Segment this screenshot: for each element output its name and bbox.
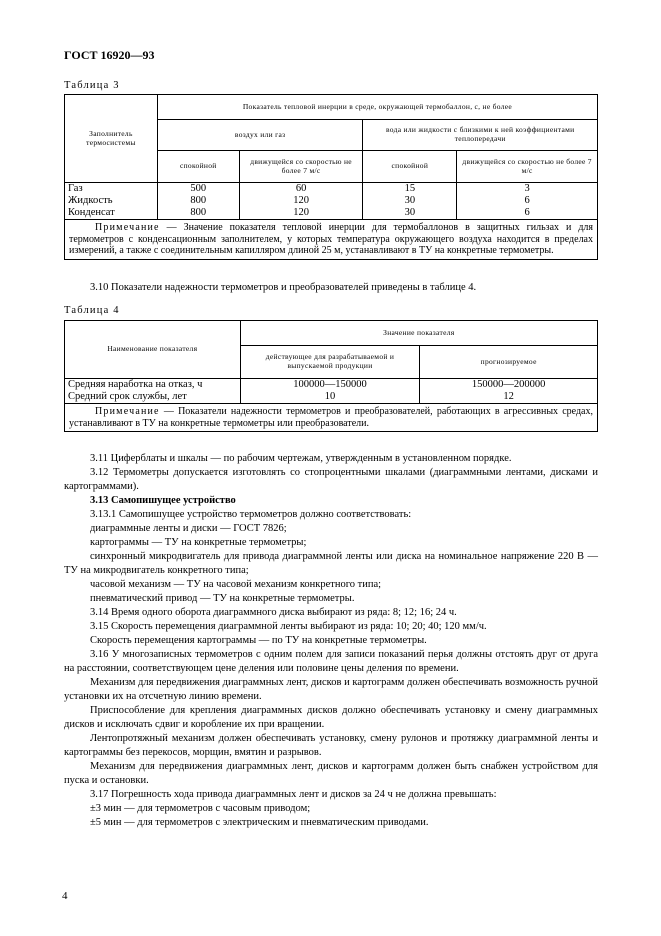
table4-col-current: действующее для разрабатываемой и выпускаемой продукции	[240, 346, 420, 379]
list-item: пневматический привод — ТУ на конкретные термометры.	[90, 593, 355, 604]
table3-cell: 30	[404, 207, 416, 219]
table3-stub-header: Заполнитель термосистемы	[65, 95, 158, 183]
table3-row-names	[65, 183, 158, 220]
list-item: диаграммные ленты и диски — ГОСТ 7826;	[90, 523, 287, 534]
table4-caption: Таблица 4	[64, 305, 120, 316]
paragraph-3-15: 3.15 Скорость перемещения диаграммной ленты выбирают из ряда: 10; 20; 40; 120 мм/ч.	[90, 621, 487, 632]
table3-cell: 3	[524, 183, 530, 194]
table4-note	[65, 404, 598, 432]
page-number: 4	[62, 890, 68, 902]
table3-col2-values	[239, 183, 363, 220]
list-item: ±3 мин — для термометров с часовым приводом;	[90, 803, 311, 814]
table3-note-text: — Значение показателя тепловой инерции для термобаллонов в защитных гильзах и для термометров с конденсационным заполнителем, у которых температура окружающего воздуха находится в пределах измерений, а также с соединительным капилляром длиной 25 м, устанавливают в ТУ на конкретные термометры.	[69, 222, 593, 257]
table3-col3-values	[363, 183, 457, 220]
list-item: ±5 мин — для термометров с электрическим и пневматическим приводами.	[90, 817, 429, 828]
table3-cell: 500	[190, 183, 207, 194]
table3-cell: 120	[293, 207, 309, 219]
table4-note-text: — Показатели надежности термометров и преобразователей, работающих в агрессивных средах, устанавливают в ТУ на конкретные термометры или преобразователи.	[69, 406, 593, 429]
paragraph-mechanism-1: Механизм для передвижения диаграммных лент, дисков и картограмм должен обеспечивать возможность ручной установки их на отсчетную линию времени.	[64, 677, 598, 702]
table3-note-label: Примечание	[95, 222, 160, 234]
table3-cell: 800	[190, 207, 207, 219]
table4-cell: 100000—150000	[293, 379, 367, 390]
table3-cell: 30	[404, 195, 416, 207]
table4-col2-values	[420, 379, 598, 404]
list-item: часовой механизм — ТУ на часовой механизм конкретного типа;	[90, 579, 382, 590]
list-item: картограммы — ТУ на конкретные термометры;	[90, 537, 307, 548]
paragraph-3-10-block	[64, 281, 598, 295]
table3-cell: 6	[524, 195, 530, 207]
table3-col-still-air: спокойной	[157, 151, 239, 183]
table4-col1-values	[240, 379, 420, 404]
table3-group-water: вода или жидкости с близкими к ней коэффициентами теплопередачи	[363, 120, 598, 151]
table3-cell: 60	[295, 183, 307, 194]
table3-row-name: Газ	[68, 183, 83, 194]
paragraph-3-10: 3.10 Показатели надежности термометров и преобразователей приведены в таблице 4.	[90, 282, 477, 293]
list-item: синхронный микродвигатель для привода диаграммной ленты или диска на номинальное напряжение 220 В — ТУ на микродвигатель конкретного типа;	[64, 551, 598, 576]
table3-main-header: Показатель тепловой инерции в среде, окружающей термобаллон, с, не более	[157, 95, 597, 120]
paragraph-3-16: 3.16 У многозаписных термометров с одним полем для записи показаний перья должны отстоять друг от друга на расстоянии, соответствующем цене деления или половине цены деления по времени.	[64, 649, 598, 674]
paragraph-3-14: 3.14 Время одного оборота диаграммного диска выбирают из ряда: 8; 12; 16; 24 ч.	[90, 607, 457, 618]
table3	[64, 94, 598, 260]
table4-cell: 10	[324, 391, 336, 403]
table3-cell: 800	[190, 195, 207, 207]
table3-col1-values	[157, 183, 239, 220]
table3-group-air: воздух или газ	[157, 120, 363, 151]
document-header: ГОСТ 16920—93	[64, 48, 155, 62]
table4	[64, 320, 598, 432]
table3-col-moving-air: движущейся со скоростью не более 7 м/с	[239, 151, 363, 183]
paragraph-fixture: Приспособление для крепления диаграммных дисков должно обеспечивать установку и смену диаграммных дисков и исключать сдвиг и коробление их при вращении.	[64, 705, 598, 730]
table4-col-forecast: прогнозируемое	[420, 346, 598, 379]
body-text	[64, 452, 598, 830]
table3-cell: 15	[404, 183, 416, 194]
table4-row-name: Средний срок службы, лет	[68, 391, 187, 403]
table3-cell: 6	[524, 207, 530, 219]
table3-row-name: Жидкость	[68, 195, 113, 207]
table4-row-names	[65, 379, 241, 404]
paragraph-tape-mechanism: Лентопротяжный механизм должен обеспечивать установку, смену рулонов и протяжку диаграммной ленты и картограммы без перекосов, морщин, вмятин и разрывов.	[64, 733, 598, 758]
table4-stub-header: Наименование показателя	[65, 321, 241, 379]
table3-cell: 120	[293, 195, 309, 207]
table4-cell: 150000—200000	[471, 379, 546, 390]
table3-caption: Таблица 3	[64, 80, 120, 91]
table3-col-still-water: спокойной	[363, 151, 457, 183]
table4-main-header: Значение показателя	[240, 321, 597, 346]
table4-cell: 12	[503, 391, 514, 403]
table3-col-moving-water: движущейся со скоростью не более 7 м/с	[457, 151, 598, 183]
paragraph-3-12: 3.12 Термометры допускается изготовлять со стопроцентными шкалами (диаграммными лентами, дисками и картограммами).	[64, 467, 598, 492]
table4-note-label: Примечание	[95, 406, 160, 418]
paragraph-mechanism-2: Механизм для передвижения диаграммных лент, дисков и картограмм должен быть снабжен устройством для пуска и остановки.	[64, 761, 598, 786]
paragraph-3-11: 3.11 Циферблаты и шкалы — по рабочим чертежам, утвержденным в установленном порядке.	[90, 453, 512, 464]
section-heading-3-13: 3.13 Самопишущее устройство	[90, 495, 236, 506]
paragraph-3-17: 3.17 Погрешность хода привода диаграммных лент и дисков за 24 ч не должна превышать:	[90, 789, 497, 800]
table4-row-name: Средняя наработка на отказ, ч	[68, 379, 203, 390]
table3-row-name: Конденсат	[68, 207, 115, 219]
paragraph-3-13-1: 3.13.1 Самопишущее устройство термометров должно соответствовать:	[90, 509, 412, 520]
table3-col4-values	[457, 183, 598, 220]
paragraph-speed: Скорость перемещения картограммы — по ТУ на конкретные термометры.	[90, 635, 427, 646]
table3-note	[65, 220, 598, 260]
